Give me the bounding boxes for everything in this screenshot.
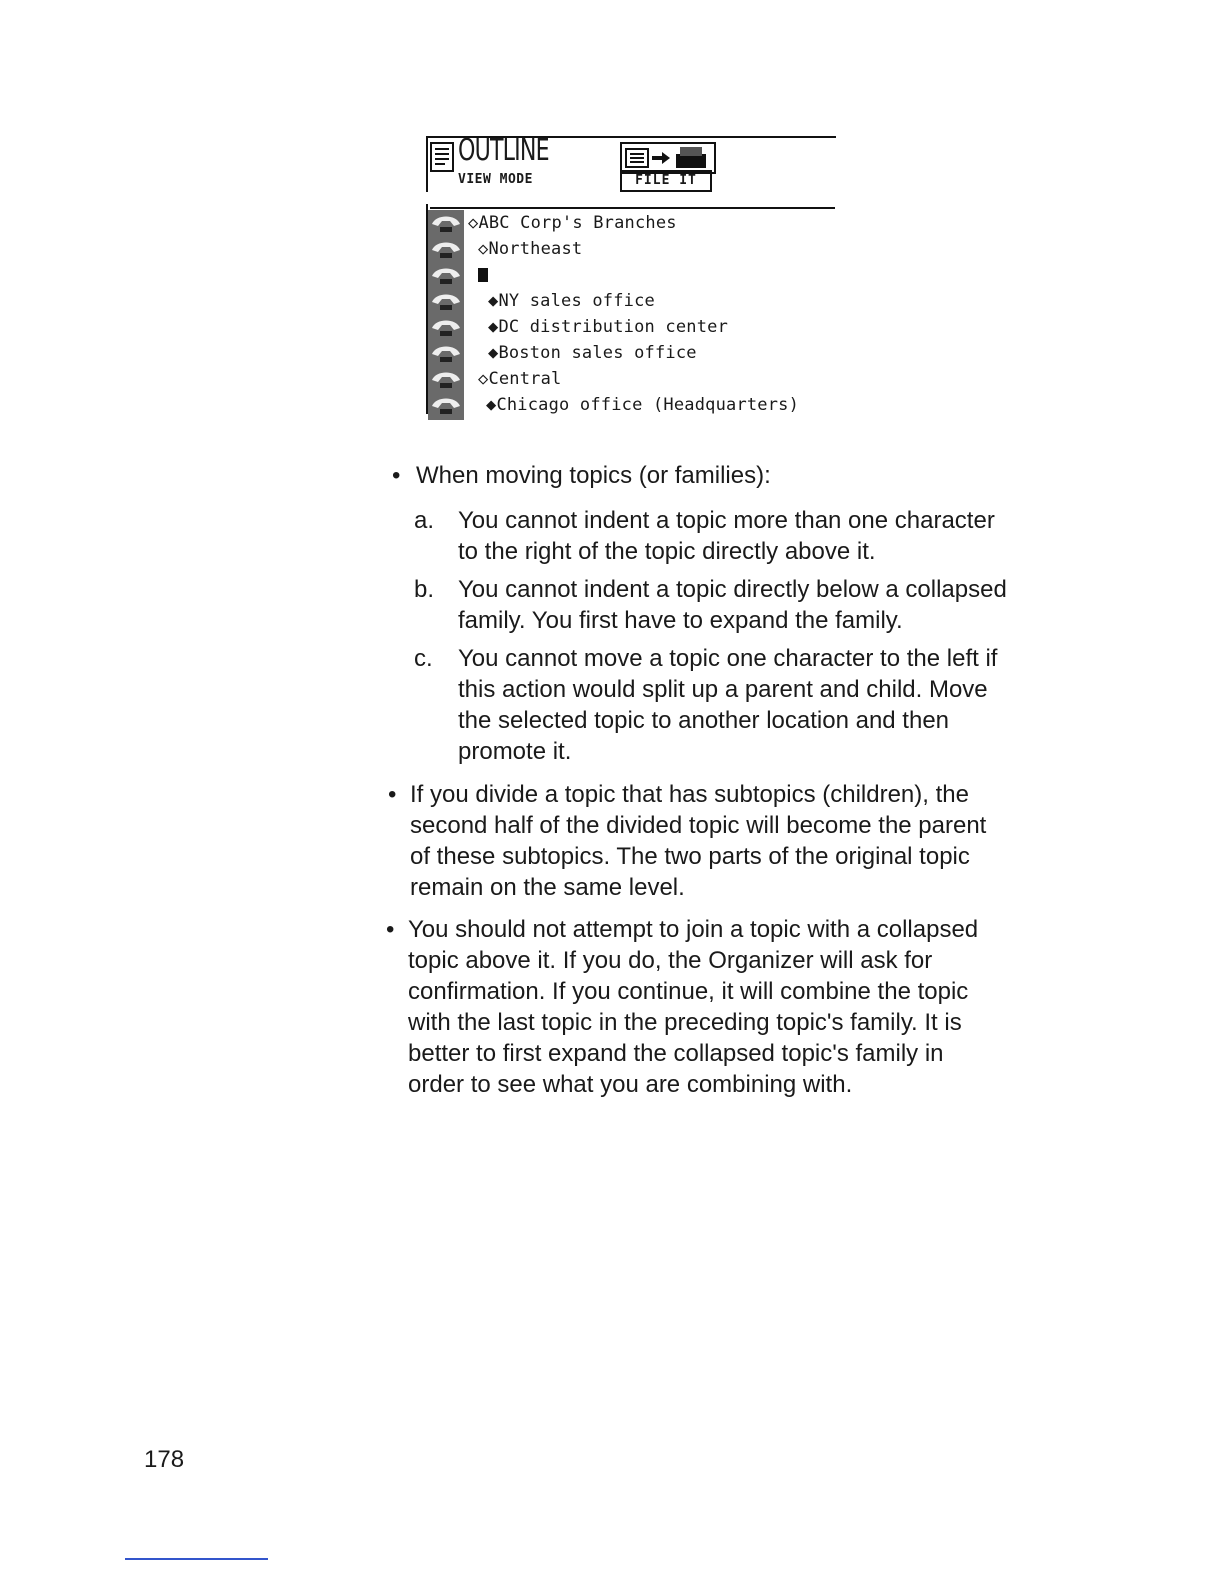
screen-header-divider <box>430 207 835 209</box>
outline-row-chicago[interactable] <box>486 394 799 416</box>
outline-screen-figure <box>420 128 840 428</box>
outline-row-dc[interactable] <box>488 316 728 338</box>
item-c-line-4: promote it. <box>458 738 572 765</box>
join-line-5: better to first expand the collapsed topic's family in <box>408 1040 944 1067</box>
outline-row-boston[interactable] <box>488 342 697 364</box>
item-c-line-2: this action would split up a parent and child. Move <box>458 676 988 703</box>
item-c-line-1: You cannot move a topic one character to the left if <box>458 645 998 672</box>
divide-line-2: second half of the divided topic will become the parent <box>410 812 987 839</box>
outline-row-cursor[interactable] <box>478 264 488 286</box>
moving-heading: When moving topics (or families): <box>416 462 771 489</box>
join-line-6: order to see what you are combining with. <box>408 1071 853 1098</box>
topic-bullet-icon: ◆ <box>488 343 499 363</box>
join-line-2: topic above it. If you do, the Organizer will ask for <box>408 947 933 974</box>
text-cursor <box>478 268 488 282</box>
divide-line-3: of these subtopics. The two parts of the original topic <box>410 843 970 870</box>
join-line-1: You should not attempt to join a topic with a collapsed <box>408 916 979 943</box>
footer-rule <box>125 1558 268 1560</box>
bullet-dot: • <box>386 916 395 943</box>
item-a-line-2: to the right of the topic directly above it. <box>458 538 876 565</box>
join-line-4: with the last topic in the preceding topic's family. It is <box>408 1009 962 1036</box>
file-it-button[interactable]: FILE IT <box>620 170 712 192</box>
outline-row-text: Northeast <box>488 239 583 259</box>
outline-row-central[interactable] <box>478 368 561 390</box>
item-b-line-2: family. You first have to expand the family. <box>458 607 903 634</box>
item-marker: a. <box>414 507 435 534</box>
item-a-line-1: You cannot indent a topic more than one character <box>458 507 995 534</box>
topic-bullet-icon: ◆ <box>488 317 499 337</box>
view-mode-label: VIEW MODE <box>458 172 533 187</box>
page-number: 178 <box>144 1446 185 1473</box>
collapsed-topic-icon: ◇ <box>468 213 479 233</box>
topic-bullet-icon: ◆ <box>488 291 499 311</box>
item-marker: b. <box>414 576 435 603</box>
outline-row-company[interactable] <box>468 212 677 234</box>
phone-icon-column <box>428 210 464 420</box>
outline-row-text: NY sales office <box>498 291 655 311</box>
screen-left-border <box>426 136 428 192</box>
bullet-dot: • <box>392 462 401 489</box>
topic-bullet-icon: ◆ <box>486 395 497 415</box>
outline-row-text: Boston sales office <box>498 343 697 363</box>
divide-line-4: remain on the same level. <box>410 874 685 901</box>
app-title: OUTLINE <box>458 133 549 168</box>
outline-row-text: Central <box>488 369 562 389</box>
item-b-line-1: You cannot indent a topic directly below a collapsed <box>458 576 1007 603</box>
item-c-line-3: the selected topic to another location and then <box>458 707 950 734</box>
outline-row-ny[interactable] <box>488 290 655 312</box>
collapsed-topic-icon: ◇ <box>478 369 489 389</box>
bullet-dot: • <box>388 781 397 808</box>
outline-row-northeast[interactable] <box>478 238 582 260</box>
item-marker: c. <box>414 645 433 672</box>
outline-app-icon <box>430 142 454 172</box>
join-line-3: confirmation. If you continue, it will combine the topic <box>408 978 969 1005</box>
outline-row-text: DC distribution center <box>498 317 729 337</box>
collapsed-topic-icon: ◇ <box>478 239 489 259</box>
outline-row-text: Chicago office (Headquarters) <box>496 395 800 415</box>
divide-line-1: If you divide a topic that has subtopics (children), the <box>410 781 969 808</box>
outline-row-text: ABC Corp's Branches <box>478 213 677 233</box>
